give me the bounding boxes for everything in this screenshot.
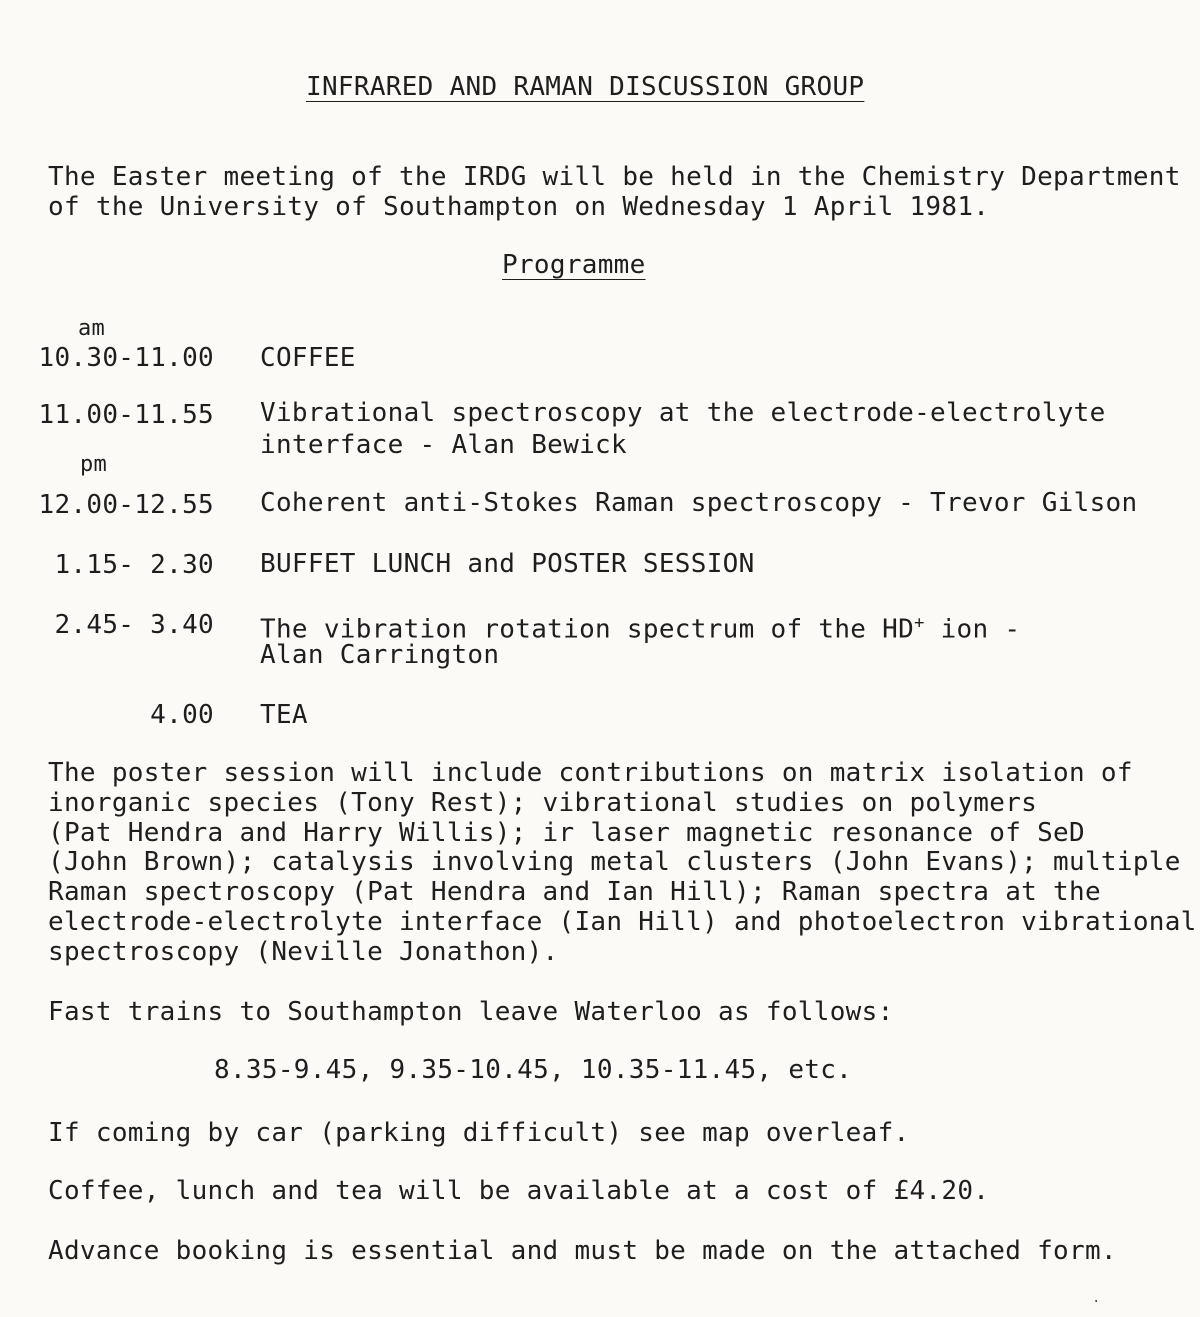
schedule-item-5-text: The vibration rotation spectrum of the HD	[260, 614, 915, 645]
schedule-time-3: 12.00-12.55	[38, 490, 214, 520]
schedule-item-5-line-2: Alan Carrington	[260, 640, 500, 670]
am-label: am	[78, 316, 106, 341]
schedule-time-2: 11.00-11.55	[38, 400, 214, 430]
poster-line-3: (Pat Hendra and Harry Willis); ir laser magnetic resonance of SeD	[48, 818, 1085, 848]
page-speck: ·	[1092, 1294, 1101, 1310]
schedule-time-6: 4.00	[150, 700, 214, 730]
cost-note: Coffee, lunch and tea will be available at a cost of £4.20.	[48, 1176, 990, 1206]
schedule-item-2-line-1: Vibrational spectroscopy at the electrode-electrolyte	[260, 398, 1106, 428]
programme-heading: Programme	[502, 250, 646, 280]
page-title: INFRARED AND RAMAN DISCUSSION GROUP	[306, 72, 865, 102]
poster-line-1: The poster session will include contributions on matrix isolation of	[48, 758, 1133, 788]
schedule-time-5: 2.45- 3.40	[54, 610, 214, 640]
hd-plus-superscript: +	[914, 613, 925, 633]
intro-line-2: of the University of Southampton on Wednesday 1 April 1981.	[48, 192, 990, 222]
poster-line-2: inorganic species (Tony Rest); vibrational studies on polymers	[48, 788, 1038, 818]
schedule-item-4: BUFFET LUNCH and POSTER SESSION	[260, 549, 755, 579]
car-note: If coming by car (parking difficult) see map overleaf.	[48, 1118, 910, 1148]
trains-intro: Fast trains to Southampton leave Waterloo as follows:	[48, 997, 894, 1027]
schedule-item-6: TEA	[260, 700, 308, 730]
intro-line-1: The Easter meeting of the IRDG will be held in the Chemistry Department	[48, 162, 1181, 192]
poster-line-5: Raman spectroscopy (Pat Hendra and Ian Hill); Raman spectra at the	[48, 877, 1101, 907]
pm-label: pm	[80, 452, 108, 477]
schedule-time-4: 1.15- 2.30	[54, 550, 214, 580]
schedule-item-1: COFFEE	[260, 343, 356, 373]
schedule-item-2-line-2: interface - Alan Bewick	[260, 430, 627, 460]
schedule-item-5-text-end: ion -	[924, 614, 1021, 645]
schedule-time-1: 10.30-11.00	[38, 343, 214, 373]
poster-line-4: (John Brown); catalysis involving metal clusters (John Evans); multiple	[48, 847, 1181, 877]
trains-times: 8.35-9.45, 9.35-10.45, 10.35-11.45, etc.	[214, 1055, 853, 1085]
poster-line-6: electrode-electrolyte interface (Ian Hill) and photoelectron vibrational	[48, 907, 1197, 937]
poster-line-7: spectroscopy (Neville Jonathon).	[48, 937, 559, 967]
booking-note: Advance booking is essential and must be made on the attached form.	[48, 1236, 1117, 1266]
schedule-item-3: Coherent anti-Stokes Raman spectroscopy - Trevor Gilson	[260, 488, 1138, 518]
